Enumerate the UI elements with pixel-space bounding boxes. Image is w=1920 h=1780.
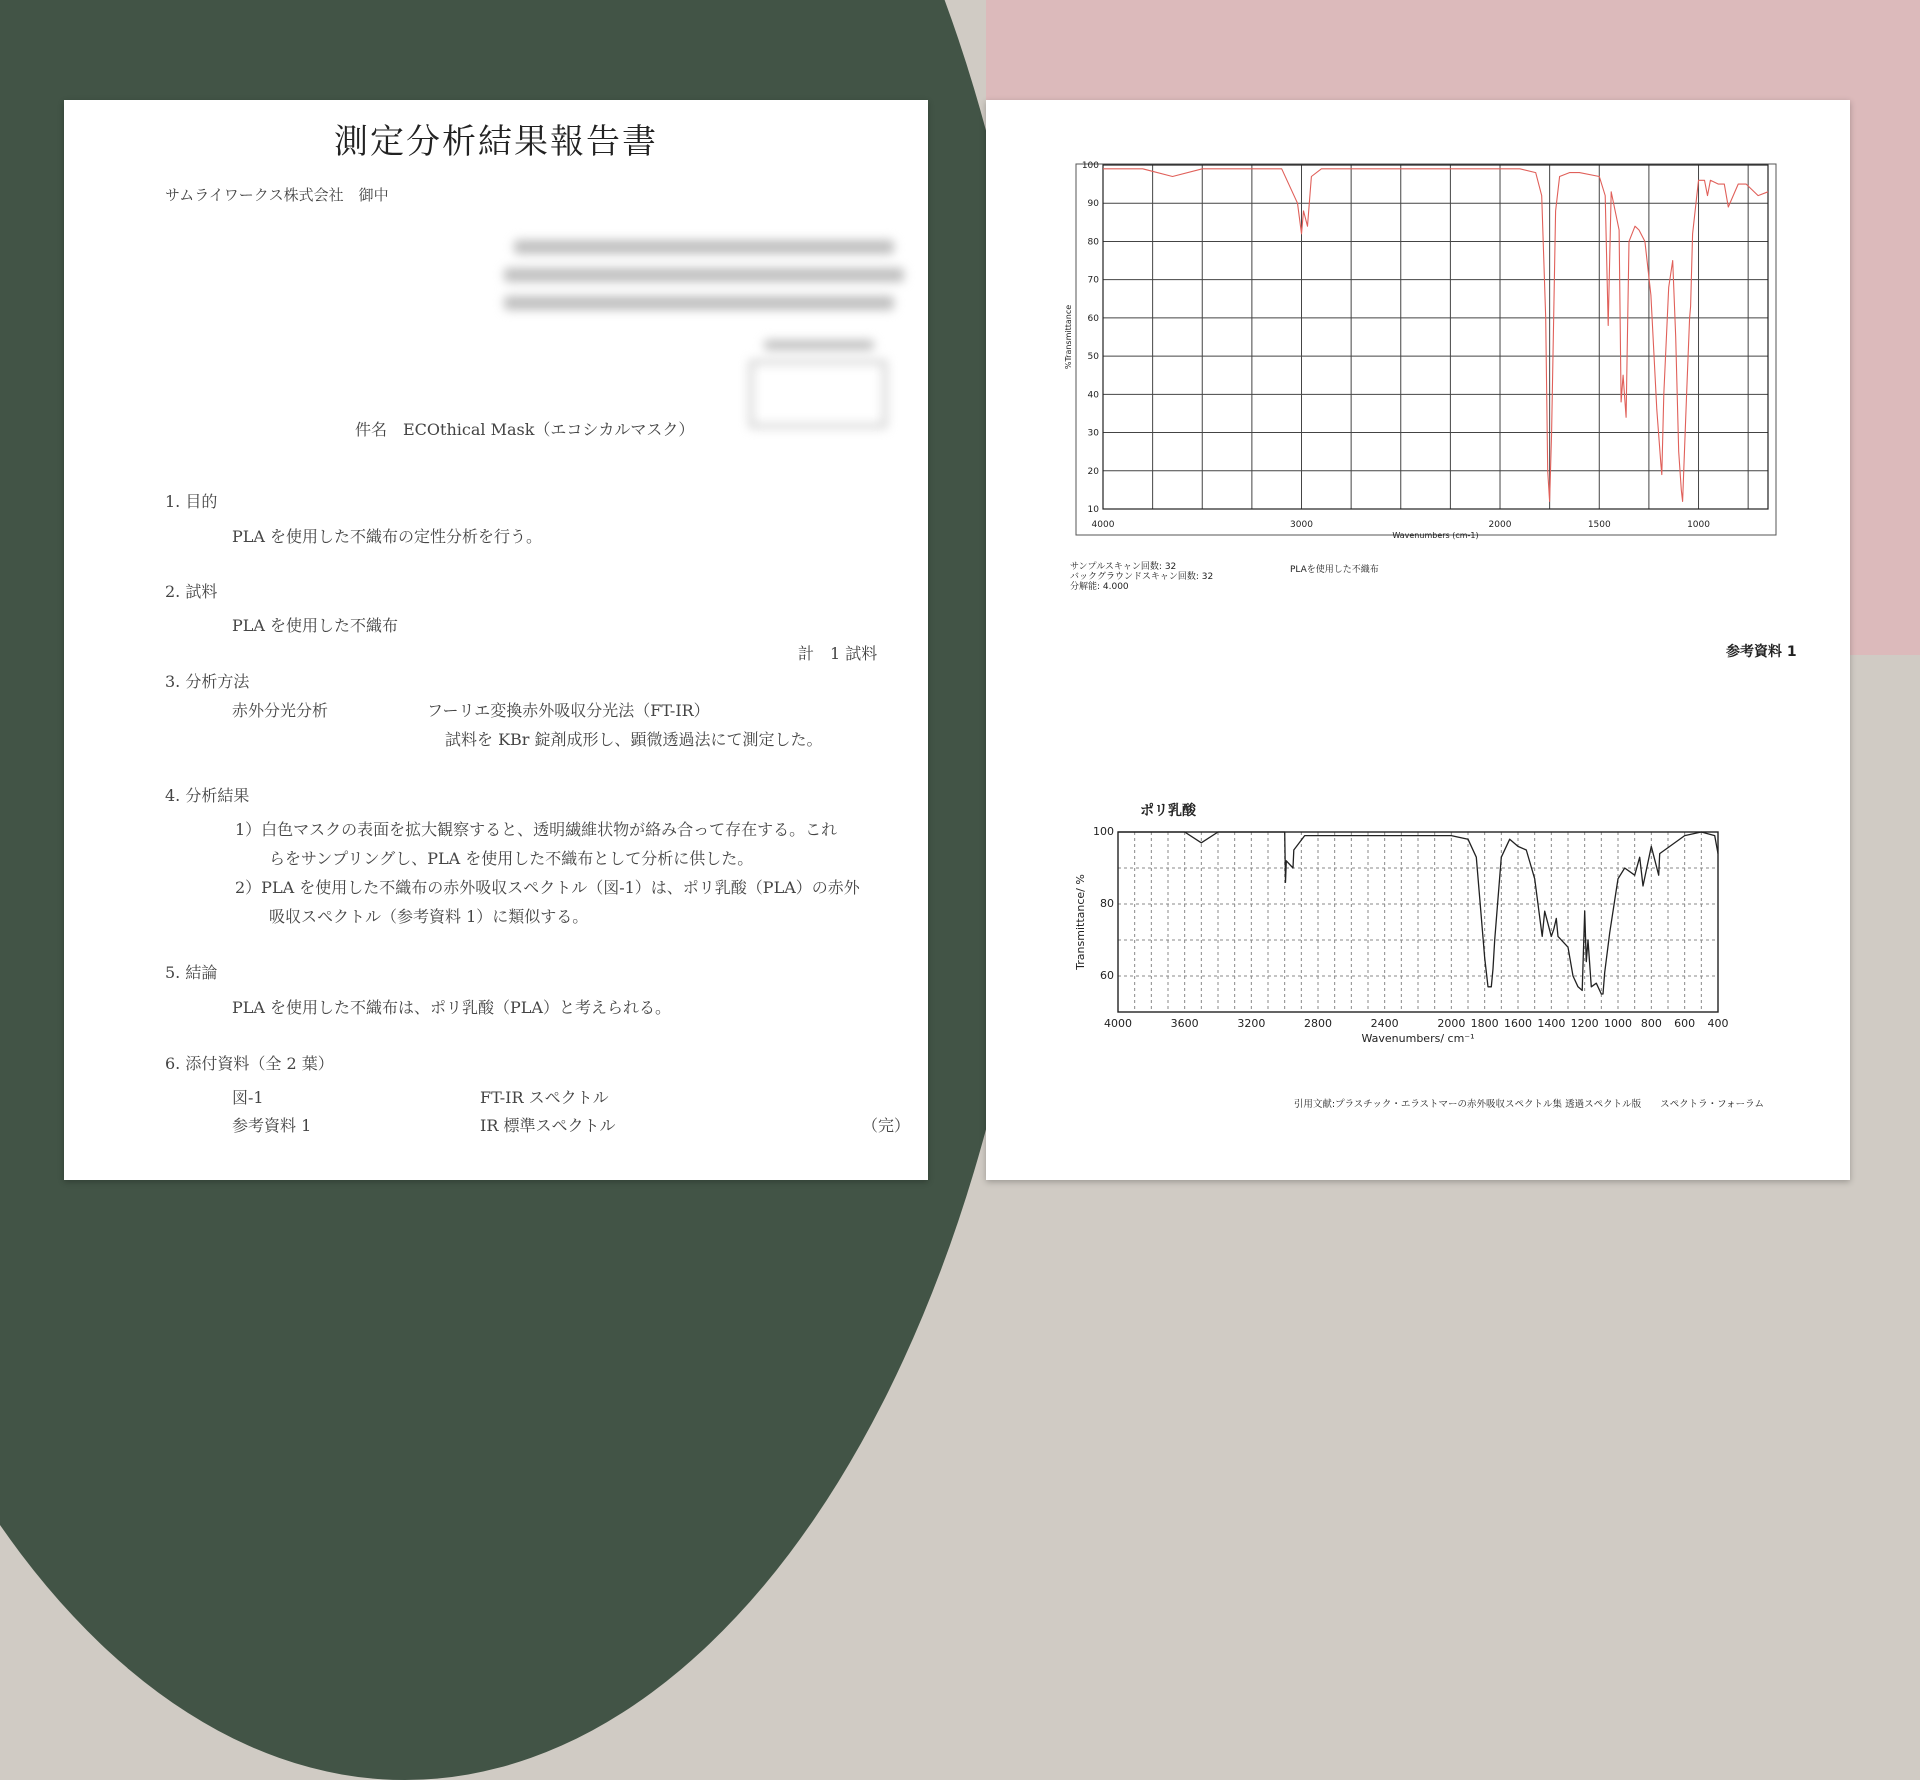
report-title: 測定分析結果報告書 <box>334 122 658 162</box>
x-tick-label: 3000 <box>1290 520 1313 530</box>
sample-label: PLAを使用した不織布 <box>1290 565 1379 575</box>
y-tick-label: 10 <box>1087 505 1099 515</box>
y-tick-label: 90 <box>1087 199 1099 210</box>
section-text: PLA を使用した不織布 <box>232 616 399 635</box>
attachment-desc: FT-IR スペクトル <box>480 1088 609 1107</box>
y-tick-label: 20 <box>1087 466 1099 477</box>
citation: 引用文献:プラスチック・エラストマーの赤外吸収スペクトル集 透過スペクトル版 スペクトラ・フォーラム <box>1293 1099 1764 1110</box>
scan-line: 分解能: 4.000 <box>1070 582 1129 592</box>
y-axis-label: %Transmittance <box>1064 304 1073 370</box>
section-heading: 5. 結論 <box>165 963 218 982</box>
y-tick-label: 40 <box>1087 390 1099 401</box>
section-text: PLA を使用した不織布は、ポリ乳酸（PLA）と考えられる。 <box>232 998 671 1017</box>
result-line: らをサンプリングし、PLA を使用した不織布として分析に供した。 <box>269 849 754 868</box>
y-tick-label: 100 <box>1081 161 1099 171</box>
sample-ftir-chart <box>1066 160 1786 580</box>
section-text: 赤外分光分析 <box>232 701 329 720</box>
x-tick-label: 1600 <box>1504 1017 1532 1030</box>
x-tick-label: 3600 <box>1170 1017 1199 1030</box>
y-tick-label: 50 <box>1087 352 1099 363</box>
x-tick-label: 2800 <box>1304 1017 1332 1030</box>
x-axis-label: Wavenumbers/ cm⁻¹ <box>1361 1032 1475 1045</box>
x-tick-label: 1200 <box>1570 1017 1599 1030</box>
x-tick-label: 2000 <box>1437 1017 1466 1030</box>
attachment-name: 図-1 <box>232 1088 264 1107</box>
y-tick-label: 100 <box>1093 825 1114 838</box>
section-heading: 2. 試料 <box>165 582 218 601</box>
end-mark: （完） <box>862 1116 911 1135</box>
x-tick-label: 400 <box>1707 1017 1729 1030</box>
reference-chart-title: ポリ乳酸 <box>1140 803 1196 819</box>
x-tick-label: 1400 <box>1537 1017 1566 1030</box>
chart-frame <box>1076 164 1776 535</box>
appendix-page <box>986 100 1850 1180</box>
x-tick-label: 1800 <box>1470 1017 1499 1030</box>
y-tick-label: 70 <box>1087 275 1099 286</box>
attachment-desc: IR 標準スペクトル <box>480 1116 616 1135</box>
section-text: PLA を使用した不織布の定性分析を行う。 <box>232 527 543 546</box>
addressee: サムライワークス株式会社 御中 <box>165 186 389 204</box>
x-tick-label: 600 <box>1674 1017 1696 1030</box>
subject-line: 件名 ECOthical Mask（エコシカルマスク） <box>355 420 695 439</box>
y-tick-label: 80 <box>1100 897 1114 910</box>
x-axis-label: Wavenumbers (cm-1) <box>1392 531 1479 540</box>
scan-parameters <box>1070 562 1213 592</box>
x-tick-label: 800 <box>1640 1017 1662 1030</box>
x-tick-label: 4000 <box>1091 520 1115 530</box>
x-tick-label: 4000 <box>1104 1017 1132 1030</box>
section-text: フーリエ変換赤外吸収分光法（FT-IR） <box>427 701 710 720</box>
result-line: 2）PLA を使用した不織布の赤外吸収スペクトル（図-1）は、ポリ乳酸（PLA）の赤外 <box>235 878 860 897</box>
sample-count: 計 1 試料 <box>798 644 878 663</box>
section-heading: 3. 分析方法 <box>165 672 250 691</box>
result-line: 1）白色マスクの表面を拡大観察すると、透明繊維状物が絡み合って存在する。これ <box>235 820 838 839</box>
section-heading: 4. 分析結果 <box>165 786 250 805</box>
section-heading: 1. 目的 <box>165 492 218 511</box>
y-tick-label: 60 <box>1087 313 1099 324</box>
y-tick-label: 80 <box>1087 237 1099 248</box>
scan-line: バックグラウンドスキャン回数: 32 <box>1070 572 1214 582</box>
x-tick-label: 2400 <box>1370 1017 1399 1030</box>
scan-line: サンプルスキャン回数: 32 <box>1070 562 1177 572</box>
reference-label: 参考資料 1 <box>1726 644 1797 660</box>
x-tick-label: 1000 <box>1604 1017 1632 1030</box>
x-tick-label: 2000 <box>1488 520 1512 530</box>
x-tick-label: 1500 <box>1587 520 1611 530</box>
report-page <box>64 100 928 1180</box>
y-tick-label: 30 <box>1087 428 1099 439</box>
x-tick-label: 3200 <box>1237 1017 1266 1030</box>
section-heading: 6. 添付資料（全 2 葉） <box>165 1054 334 1073</box>
y-tick-label: 60 <box>1100 969 1114 982</box>
y-axis-label: Transmittance/ % <box>1074 874 1087 970</box>
x-tick-label: 1000 <box>1687 520 1710 530</box>
section-text: 試料を KBr 錠剤成形し、顕微透過法にて測定した。 <box>445 730 823 749</box>
blurred-sender-info <box>494 228 914 428</box>
result-line: 吸収スペクトル（参考資料 1）に類似する。 <box>269 907 589 926</box>
attachment-name: 参考資料 1 <box>232 1116 312 1135</box>
